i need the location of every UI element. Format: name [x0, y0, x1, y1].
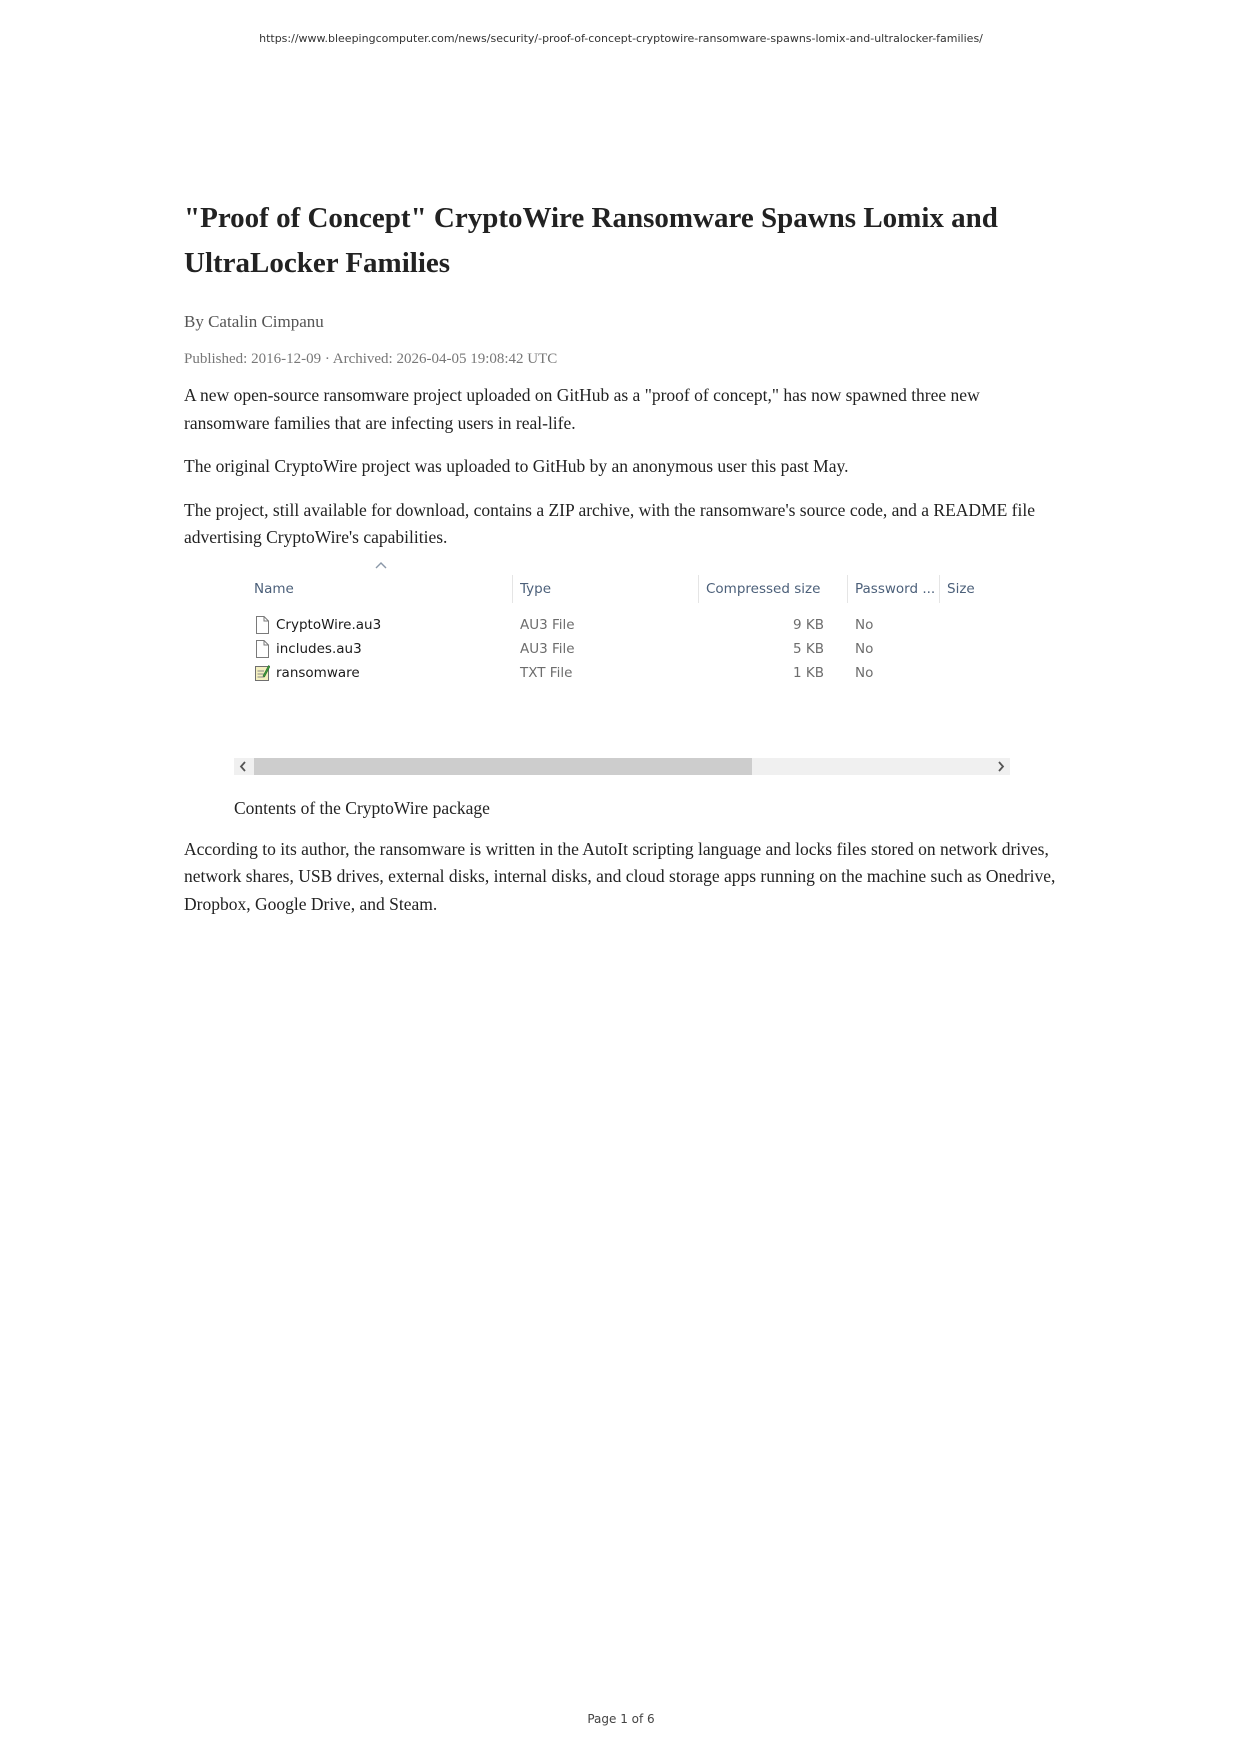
figure — [234, 564, 1010, 820]
column-separator — [847, 575, 848, 603]
file-compressed-size: 9 KB — [793, 616, 824, 633]
column-header-size[interactable]: Size — [947, 580, 975, 597]
file-row[interactable] — [234, 637, 1010, 661]
page-number: Page 1 of 6 — [587, 1712, 655, 1726]
article-title: "Proof of Concept" CryptoWire Ransomware Spawns Lomix and UltraLocker Families — [184, 202, 998, 279]
text-file-icon — [254, 664, 270, 682]
document-icon — [254, 616, 270, 634]
paragraph-2: The original CryptoWire project was uploaded to GitHub by an anonymous user this past May. — [184, 456, 849, 476]
column-separator — [698, 575, 699, 603]
column-header-row — [234, 574, 1010, 604]
column-header-compressed-size[interactable]: Compressed size — [706, 580, 821, 597]
file-password: No — [855, 664, 874, 681]
paragraph-3: The project, still available for download, contains a ZIP archive, with the ransomware's source code, and a README file advertising CryptoWire's capabilities. — [184, 499, 1035, 547]
file-password: No — [855, 616, 874, 633]
horizontal-scrollbar[interactable] — [234, 758, 1010, 775]
file-name: ransomware — [276, 664, 360, 681]
file-row[interactable] — [234, 661, 1010, 685]
file-type: AU3 File — [520, 616, 575, 633]
file-type: TXT File — [520, 664, 573, 681]
column-header-password[interactable]: Password ... — [855, 580, 935, 597]
file-type: AU3 File — [520, 640, 575, 657]
sort-ascending-icon — [374, 560, 388, 570]
column-separator — [939, 575, 940, 603]
column-header-name[interactable]: Name — [254, 580, 294, 597]
document-icon — [254, 640, 270, 658]
column-separator — [512, 575, 513, 603]
zip-explorer-screenshot — [234, 564, 1010, 784]
figure-caption: Contents of the CryptoWire package — [234, 797, 490, 818]
paragraph-4: According to its author, the ransomware is written in the AutoIt scripting language and locks files stored on network drives, network shares, USB drives, external disks, internal disks, and cloud storage apps running on the machine such as Onedrive, Dropbox, Google Drive, and Steam. — [184, 838, 1056, 914]
article — [184, 196, 1064, 918]
source-url: https://www.bleepingcomputer.com/news/security/-proof-of-concept-cryptowire-ransomware-spawns-lomix-and-ultralocker-families/ — [259, 32, 983, 45]
scroll-right-icon[interactable] — [992, 758, 1010, 775]
file-compressed-size: 1 KB — [793, 664, 824, 681]
scrollbar-thumb[interactable] — [254, 758, 752, 775]
file-password: No — [855, 640, 874, 657]
file-compressed-size: 5 KB — [793, 640, 824, 657]
publish-dates: Published: 2016-12-09 · Archived: 2026-04-05 19:08:42 UTC — [184, 351, 558, 367]
file-name: CryptoWire.au3 — [276, 616, 382, 633]
column-header-type[interactable]: Type — [520, 580, 552, 597]
byline: By Catalin Cimpanu — [184, 312, 324, 331]
paragraph-1: A new open-source ransomware project uploaded on GitHub as a "proof of concept," has now spawned three new ransomware families that are infecting users in real-life. — [184, 385, 980, 433]
file-row[interactable] — [234, 613, 1010, 637]
scroll-left-icon[interactable] — [234, 758, 252, 775]
file-name: includes.au3 — [276, 640, 362, 657]
